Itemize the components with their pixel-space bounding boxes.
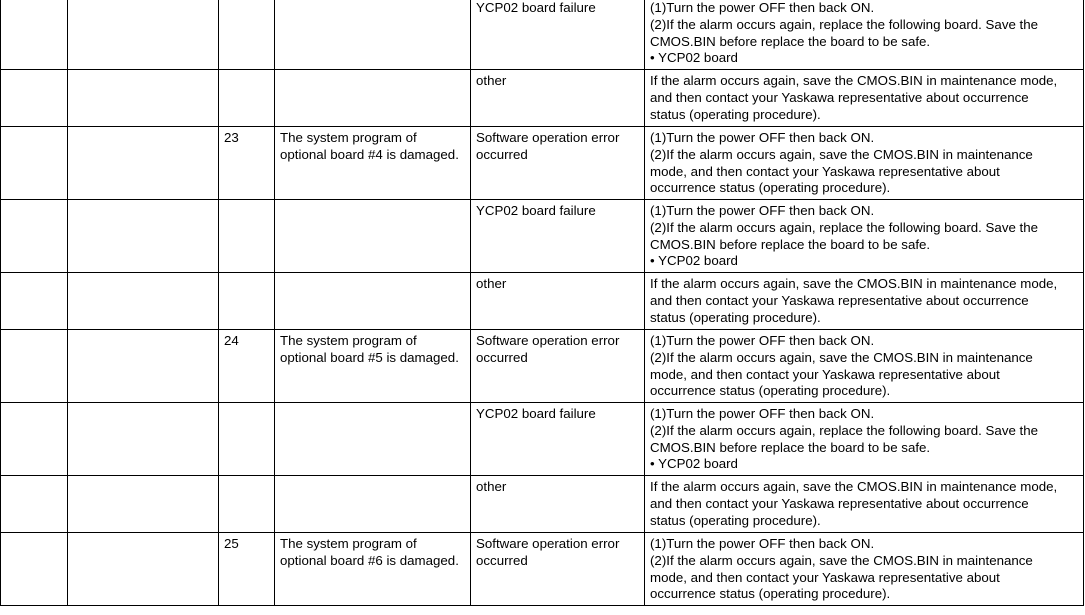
description-cell: [275, 273, 471, 330]
subcode-cell: [219, 200, 275, 273]
cell-text: YCP02 board failure: [476, 0, 596, 15]
cell-text-line: status (operating procedure).: [650, 309, 821, 325]
remedy-cell: [645, 476, 1084, 533]
cause-cell: [471, 70, 645, 127]
cell-text-line: • YCP02 board: [650, 50, 738, 66]
cell-text-line: Software operation error: [476, 536, 620, 551]
cause-cell: [471, 200, 645, 273]
cell-text-line: mode, and then contact your Yaskawa representative about: [650, 366, 1000, 382]
table-row: [1, 403, 1084, 476]
cell-text-line: (2)If the alarm occurs again, save the CMOS.BIN in maintenance: [650, 146, 1033, 162]
cell-text-line: (1)Turn the power OFF then back ON.: [650, 203, 875, 218]
table-row: [1, 273, 1084, 330]
description-cell: [275, 533, 471, 606]
cell-text-line: The system program of: [280, 333, 417, 348]
alarm-blank-cell: [1, 127, 68, 200]
cell-text-line: status (operating procedure).: [650, 106, 821, 122]
cause-cell: [471, 273, 645, 330]
cell-text-line: occurred: [476, 146, 528, 162]
cell-text-line: If the alarm occurs again, save the CMOS.BIN in maintenance mode,: [650, 479, 1058, 494]
alarm-blank-cell: [1, 70, 68, 127]
alarm-group-cell: [68, 273, 219, 330]
cell-text-line: (2)If the alarm occurs again, replace the following board. Save the: [650, 422, 1039, 438]
cause-cell: [471, 533, 645, 606]
subcode-cell: [219, 0, 275, 70]
subcode-cell: [219, 476, 275, 533]
cell-text-line: and then contact your Yaskawa representative about occurrence: [650, 292, 1029, 308]
description-cell: [275, 70, 471, 127]
cause-cell: [471, 476, 645, 533]
description-cell: [275, 403, 471, 476]
alarm-blank-cell: [1, 403, 68, 476]
cell-text: 23: [224, 130, 239, 145]
table-row: [1, 0, 1084, 70]
cell-text: other: [476, 276, 507, 291]
table-row: [1, 476, 1084, 533]
cell-text-line: Software operation error: [476, 333, 620, 348]
cell-text-line: optional board #5 is damaged.: [280, 349, 459, 365]
cell-text: 24: [224, 333, 239, 348]
alarm-table-body: [1, 0, 1084, 606]
cell-text-line: (1)Turn the power OFF then back ON.: [650, 536, 875, 551]
cell-text-line: occurrence status (operating procedure).: [650, 586, 891, 602]
cell-text: other: [476, 73, 507, 88]
remedy-cell: [645, 403, 1084, 476]
cell-text-line: mode, and then contact your Yaskawa representative about: [650, 163, 1000, 179]
table-row: [1, 70, 1084, 127]
cell-text-line: status (operating procedure).: [650, 512, 821, 528]
cell-text-line: If the alarm occurs again, save the CMOS.BIN in maintenance mode,: [650, 276, 1058, 291]
remedy-cell: [645, 127, 1084, 200]
remedy-cell: [645, 0, 1084, 70]
cell-text-line: occurred: [476, 349, 528, 365]
alarm-blank-cell: [1, 533, 68, 606]
cell-text-line: • YCP02 board: [650, 456, 738, 472]
cause-cell: [471, 0, 645, 70]
remedy-cell: [645, 70, 1084, 127]
cell-text-line: (2)If the alarm occurs again, save the CMOS.BIN in maintenance: [650, 349, 1033, 365]
cell-text-line: (1)Turn the power OFF then back ON.: [650, 333, 875, 348]
cell-text-line: The system program of: [280, 536, 417, 551]
subcode-cell: [219, 70, 275, 127]
subcode-cell: [219, 273, 275, 330]
subcode-cell: [219, 127, 275, 200]
cell-text-line: CMOS.BIN before replace the board to be safe.: [650, 236, 931, 252]
alarm-group-cell: [68, 127, 219, 200]
alarm-group-cell: [68, 200, 219, 273]
cell-text-line: occurrence status (operating procedure).: [650, 180, 891, 196]
subcode-cell: [219, 330, 275, 403]
cause-cell: [471, 403, 645, 476]
remedy-cell: [645, 200, 1084, 273]
cell-text: 25: [224, 536, 239, 551]
cell-text-line: and then contact your Yaskawa representative about occurrence: [650, 89, 1029, 105]
cell-text-line: mode, and then contact your Yaskawa representative about: [650, 569, 1000, 585]
alarm-group-cell: [68, 330, 219, 403]
description-cell: [275, 127, 471, 200]
cell-text: other: [476, 479, 507, 494]
cell-text-line: (1)Turn the power OFF then back ON.: [650, 406, 875, 421]
description-cell: [275, 0, 471, 70]
cell-text-line: The system program of: [280, 130, 417, 145]
cause-cell: [471, 330, 645, 403]
alarm-group-cell: [68, 476, 219, 533]
alarm-blank-cell: [1, 200, 68, 273]
description-cell: [275, 476, 471, 533]
remedy-cell: [645, 533, 1084, 606]
alarm-blank-cell: [1, 273, 68, 330]
alarm-blank-cell: [1, 0, 68, 70]
subcode-cell: [219, 533, 275, 606]
description-cell: [275, 200, 471, 273]
alarm-group-cell: [68, 533, 219, 606]
alarm-group-cell: [68, 0, 219, 70]
cell-text-line: occurrence status (operating procedure).: [650, 383, 891, 399]
cell-text-line: optional board #6 is damaged.: [280, 552, 459, 568]
cell-text-line: (2)If the alarm occurs again, replace the following board. Save the: [650, 16, 1039, 32]
cell-text: YCP02 board failure: [476, 406, 596, 421]
remedy-cell: [645, 330, 1084, 403]
table-row: [1, 533, 1084, 606]
cause-cell: [471, 127, 645, 200]
cell-text-line: CMOS.BIN before replace the board to be safe.: [650, 33, 931, 49]
cell-text-line: CMOS.BIN before replace the board to be safe.: [650, 439, 931, 455]
alarm-blank-cell: [1, 476, 68, 533]
cell-text-line: (1)Turn the power OFF then back ON.: [650, 0, 875, 15]
cell-text-line: (1)Turn the power OFF then back ON.: [650, 130, 875, 145]
cell-text-line: • YCP02 board: [650, 253, 738, 269]
cell-text-line: (2)If the alarm occurs again, replace the following board. Save the: [650, 219, 1039, 235]
description-cell: [275, 330, 471, 403]
table-row: [1, 200, 1084, 273]
cell-text-line: optional board #4 is damaged.: [280, 146, 459, 162]
remedy-cell: [645, 273, 1084, 330]
cell-text-line: Software operation error: [476, 130, 620, 145]
cell-text-line: (2)If the alarm occurs again, save the CMOS.BIN in maintenance: [650, 552, 1033, 568]
table-row: [1, 330, 1084, 403]
cell-text-line: occurred: [476, 552, 528, 568]
cell-text: YCP02 board failure: [476, 203, 596, 218]
alarm-group-cell: [68, 70, 219, 127]
subcode-cell: [219, 403, 275, 476]
alarm-blank-cell: [1, 330, 68, 403]
table-row: [1, 127, 1084, 200]
cell-text-line: and then contact your Yaskawa representative about occurrence: [650, 495, 1029, 511]
alarm-group-cell: [68, 403, 219, 476]
cell-text-line: If the alarm occurs again, save the CMOS.BIN in maintenance mode,: [650, 73, 1058, 88]
